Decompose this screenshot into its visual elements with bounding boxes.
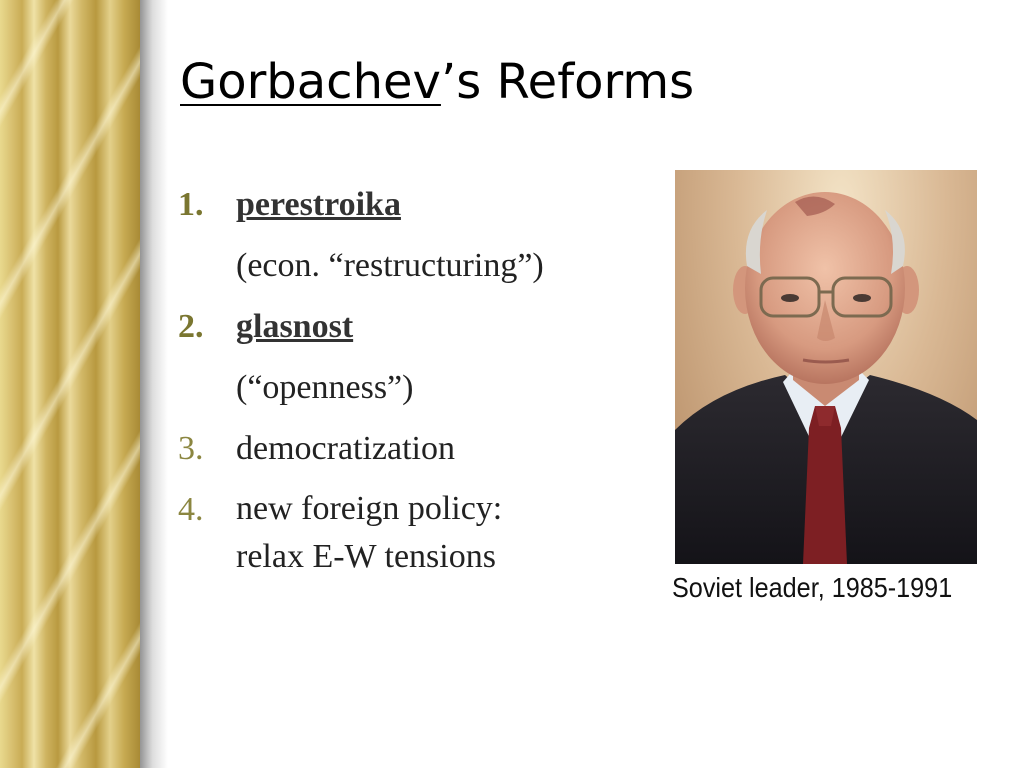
item-text bbox=[236, 485, 502, 581]
term-glasnost: glasnost bbox=[236, 308, 354, 345]
title-rest: ’s Reforms bbox=[440, 54, 695, 110]
item-text: democratization bbox=[236, 430, 456, 467]
term-perestroika: perestroika bbox=[236, 186, 401, 223]
definition-text: (econ. “restructuring”) bbox=[236, 247, 544, 284]
title-name: Gorbachev bbox=[180, 54, 441, 110]
gold-column-decoration bbox=[0, 0, 140, 768]
portrait-photo bbox=[675, 170, 977, 564]
slide-title bbox=[180, 54, 694, 110]
list-number: 3. bbox=[178, 430, 204, 467]
list-number: 4. bbox=[178, 491, 204, 528]
item-line-2: relax E-W tensions bbox=[236, 538, 496, 575]
item-line-1: new foreign policy: bbox=[236, 490, 503, 527]
photo-caption: Soviet leader, 1985-1991 bbox=[672, 572, 953, 603]
list-number: 1. bbox=[178, 186, 204, 223]
list-number: 2. bbox=[178, 308, 204, 345]
portrait-illustration bbox=[675, 170, 977, 564]
column-shadow bbox=[140, 0, 168, 768]
definition-text: (“openness”) bbox=[236, 369, 414, 406]
